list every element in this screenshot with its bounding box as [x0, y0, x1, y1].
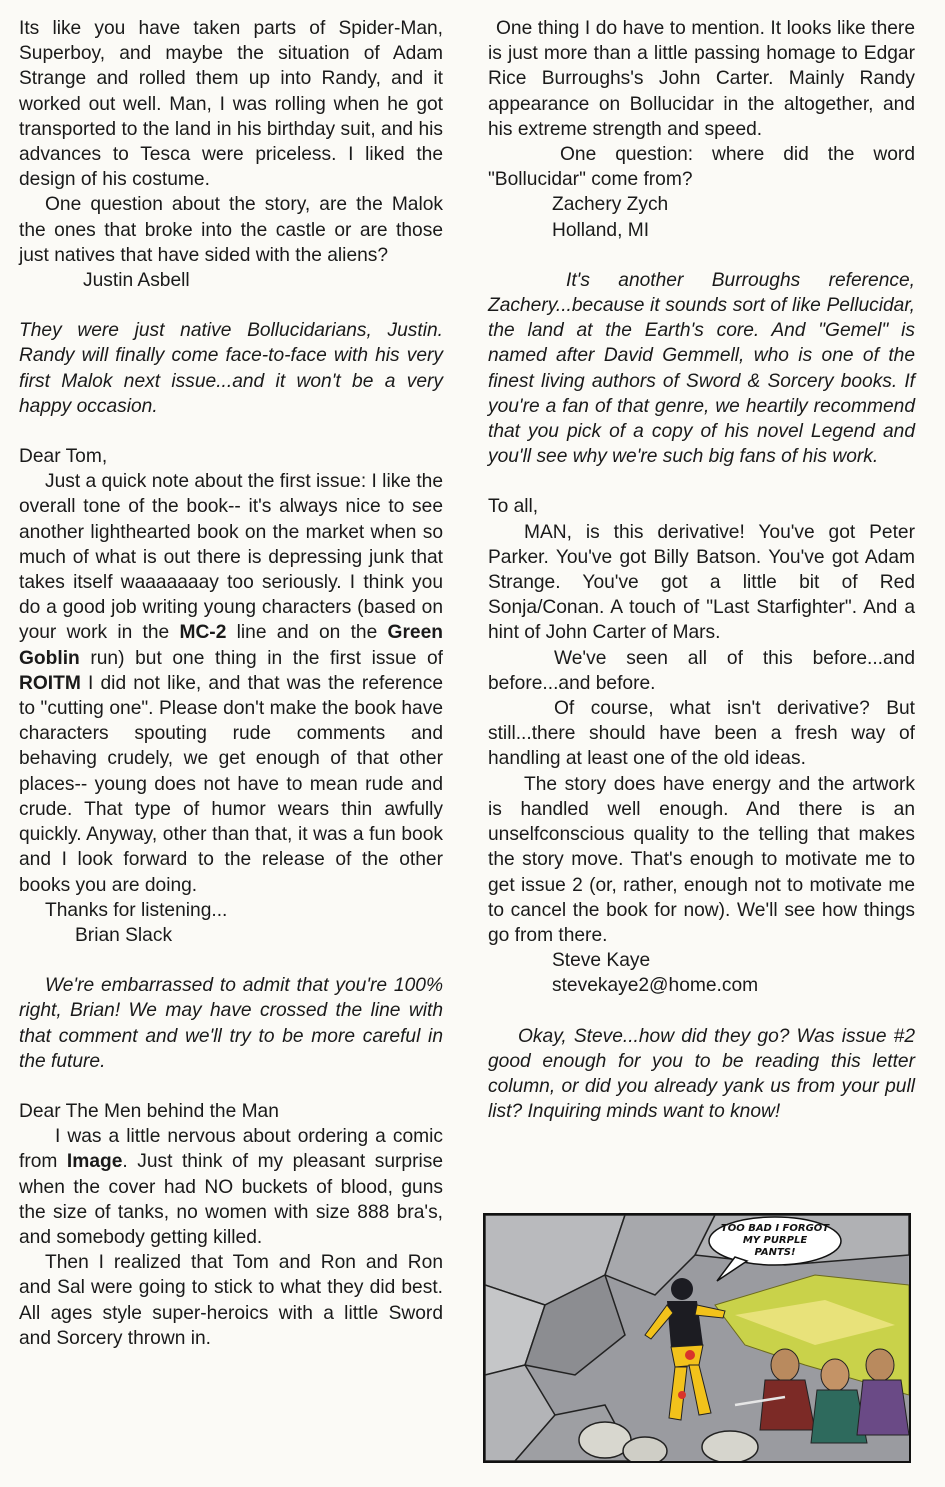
editor-reply: Okay, Steve...how did they go? Was issue #2 good enough for you to be reading this letter column, or did you already yank us from your pull list? Inquiring minds want to know!: [488, 1025, 915, 1123]
bold-title-roitm: ROITM: [19, 672, 81, 694]
bold-title-green-goblin: Green Goblin: [19, 622, 443, 669]
letter-salutation: To all,: [488, 496, 539, 518]
letter-signature-location: Holland, MI: [552, 219, 650, 241]
letter-paragraph: Its like you have taken parts of Spider-Man, Superboy, and maybe the situation of Adam Strange and rolled them up into Randy, and it worked out well. Man, I was rolling when he got transported to the land in his birthday suit, and his advances to Tesca were priceless. I liked the design of his costume.: [19, 18, 443, 191]
letter-paragraph: The story does have energy and the artwork is handled well enough. And there is an unselfconscious quality to the telling that makes the story move. That's enough to motivate me to get issue 2 (or, rather, enough not to motivate me to cancel the book for now). We'll see how things go from there.: [488, 773, 915, 946]
editor-reply: We're embarrassed to admit that you're 100% right, Brian! We may have crossed the line with that comment and we'll try to be more careful in the future.: [19, 975, 443, 1072]
letter-paragraph: Of course, what isn't derivative? But still...there should have been a fresh way of handling at least one of the old ideas.: [488, 698, 915, 770]
letter-paragraph: We've seen all of this before...and before...and before.: [488, 647, 915, 694]
bold-publisher-image: Image: [66, 1151, 123, 1173]
letter-closing: Thanks for listening...: [45, 899, 228, 921]
comic-panel-illustration: [483, 1213, 911, 1463]
letter-paragraph: I was a little nervous about ordering a comic from Image. Just think of my pleasant surprise when the cover had NO buckets of blood, guns the size of tanks, no women with size 888 bra's, and somebody getting killed.: [19, 1126, 443, 1248]
letter-paragraph: Just a quick note about the first issue: I like the overall tone of the book-- it's always nice to see another lighthearted book on the market when so much of what is out there is depressing junk that takes itself waaaaaaay too seriously. I think you do a good job writing young characters (based on your work in the MC-2 line and on the Green Goblin run) but one thing in the first issue of ROITM I did not like, and that was the reference to "cutting one". Please don't make the book have characters spouting rude comments and behaving crudely, we get enough of that other places-- young does not have to mean rude and crude. That type of humor wears thin awfully quickly. Anyway, other than that, it was a fun book and I look forward to the release of the other books you are doing.: [19, 471, 443, 896]
letter-signature-name: Zachery Zych: [552, 194, 669, 216]
balloon-line: TOO BAD I FORGOT: [720, 1223, 830, 1234]
balloon-line: MY PURPLE: [742, 1235, 808, 1246]
letter-salutation: Dear The Men behind the Man: [19, 1100, 279, 1122]
comic-panel-art: [485, 1215, 909, 1461]
letter-paragraph: Then I realized that Tom and Ron and Ron and Sal were going to stick to what they did best. All ages style super-heroics with a little Sword and Sorcery thrown in.: [19, 1252, 443, 1349]
bold-title-mc2: MC-2: [179, 622, 227, 644]
letter-paragraph: MAN, is this derivative! You've got Peter Parker. You've got Billy Batson. You've got Adam Strange. You've got a little bit of Red Sonja/Conan. A touch of "Last Starfighter". And a hint of John Carter of Mars.: [488, 521, 915, 644]
balloon-line: PANTS!: [754, 1247, 796, 1258]
right-column: [488, 16, 915, 1124]
letter-signature-name: Steve Kaye: [552, 950, 651, 972]
letter-signature-email: stevekaye2@home.com: [552, 975, 759, 997]
letter-salutation: Dear Tom,: [19, 446, 108, 468]
editor-reply: It's another Burroughs reference, Zachery...because it sounds sort of like Pellucidar, the land at the Earth's core. And "Gemel" is named after David Gemmell, who is one of the finest living authors of Sword & Sorcery books. If you're a fan of that genre, we heartily recommend that you pick of a copy of his novel Legend and you'll see why we're such big fans of his work.: [488, 269, 915, 468]
editor-reply: They were just native Bollucidarians, Justin. Randy will finally come face-to-face with his very first Malok next issue...and it won't be a very happy occasion.: [19, 320, 443, 417]
letter-paragraph: One question: where did the word "Bollucidar" come from?: [488, 144, 915, 191]
letter-paragraph: One thing I do have to mention. It looks like there is just more than a little passing homage to Edgar Rice Burroughs's John Carter. Mainly Randy appearance on Bollucidar in the altogether, and his extreme strength and speed.: [488, 18, 915, 140]
letter-paragraph: One question about the story, are the Malok the ones that broke into the castle or are those just natives that have sided with the aliens?: [19, 194, 443, 266]
letter-signature: Brian Slack: [75, 924, 173, 946]
left-column: [19, 16, 443, 1351]
letter-signature: Justin Asbell: [83, 270, 190, 292]
